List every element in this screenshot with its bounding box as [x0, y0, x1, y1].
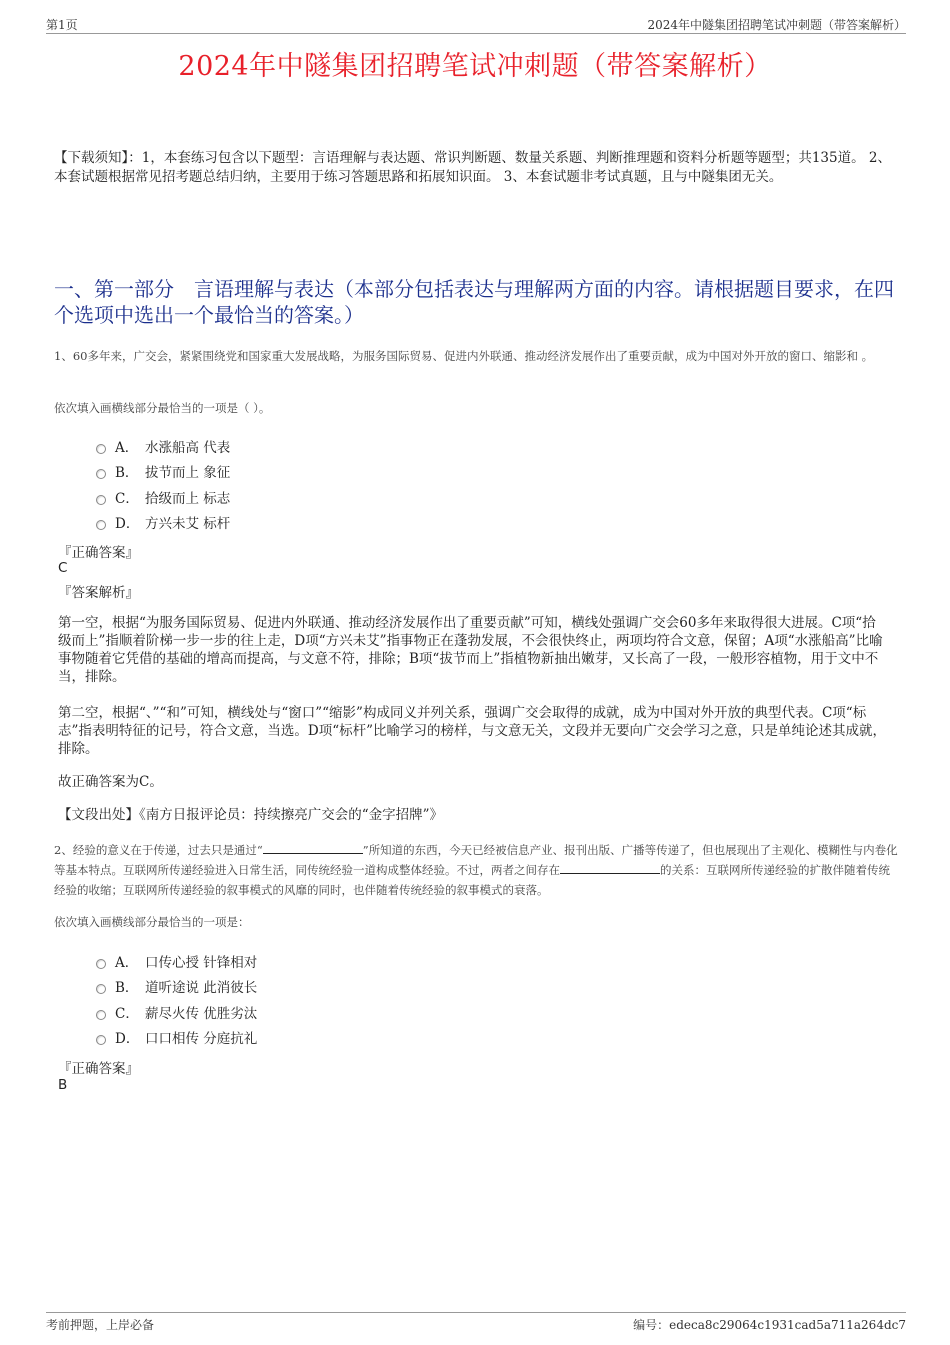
option-b[interactable]: B． 拔节而上 象征	[96, 459, 230, 485]
question-2-options	[96, 948, 257, 1050]
page-footer	[46, 1312, 906, 1334]
page-header	[46, 14, 906, 34]
question-2-text: 2、经验的意义在于传递，过去只是通过“ ”所知道的东西，今天已经被信息产业、报刊出版、广播等传递了，但也展现出了主观化、模糊性与内卷化等基本特点。互联网所传递经验进入日常生活，同传统经验一道构成整体经验。不过，两者之间存在 的关系：互联网所传递经验的扩散伴随着传统经验的收缩；互联网所传递经验的叙事模式的风靡的同时，也伴随着传统经验的叙事模式的衰落。	[54, 843, 898, 897]
option-c[interactable]: C． 薪尽火传 优胜劣汰	[96, 999, 257, 1025]
fill-blank	[560, 862, 660, 874]
page-number: 第1页	[46, 18, 78, 32]
question-2-prompt: 依次填入画横线部分最恰当的一项是：	[54, 915, 250, 929]
answer-value: C	[58, 560, 68, 576]
radio-button-icon[interactable]	[96, 444, 106, 454]
radio-button-icon[interactable]	[96, 959, 106, 969]
fill-blank	[263, 842, 363, 854]
radio-button-icon[interactable]	[96, 520, 106, 530]
answer-value: B	[58, 1077, 68, 1093]
footer-slogan: 考前押题，上岸必备	[46, 1318, 155, 1332]
option-a[interactable]: A． 口传心授 针锋相对	[96, 948, 257, 974]
answer-label: 『正确答案』	[58, 545, 139, 561]
radio-button-icon[interactable]	[96, 1035, 106, 1045]
analysis-paragraph-2: 第二空，根据“、”“和”可知，横线处与“窗口”“缩影”构成同义并列关系，强调广交会取得的成就，成为中国对外开放的典型代表。C项“标志”指表明特征的记号，符合文意，当选。D项“标杆”比喻学习的榜样，与文意无关，文段并无要向广交会学习之意，只是单纯论述其成就，排除。	[58, 705, 887, 757]
option-b[interactable]: B． 道听途说 此消彼长	[96, 974, 257, 1000]
option-a[interactable]: A． 水涨船高 代表	[96, 433, 230, 459]
radio-button-icon[interactable]	[96, 469, 106, 479]
source-note: 【文段出处】《南方日报评论员：持续擦亮广交会的“金字招牌”》	[58, 807, 444, 823]
answer-label: 『正确答案』	[58, 1061, 139, 1077]
option-d[interactable]: D． 口口相传 分庭抗礼	[96, 1025, 257, 1051]
header-doc-title: 2024年中隧集团招聘笔试冲刺题（带答案解析）	[647, 18, 906, 32]
analysis-paragraph-1: 第一空，根据“为服务国际贸易、促进内外联通、推动经济发展作出了重要贡献”可知，横线处强调广交会60多年来取得很大进展。C项“拾级而上”指顺着阶梯一步一步的往上走，D项“方兴未艾”指事物正在蓬勃发展，不会很快终止，两项均符合文意，保留；A项“水涨船高”比喻事物随着它凭借的基础的增高而提高，与文意不符，排除；B项“拔节而上”指植物新抽出嫩芽，又长高了一段，一般形容植物，用于文中不当，排除。	[58, 615, 883, 685]
question-1-options	[96, 433, 230, 535]
radio-button-icon[interactable]	[96, 495, 106, 505]
radio-button-icon[interactable]	[96, 1010, 106, 1020]
question-1-prompt: 依次填入画横线部分最恰当的一项是（ ）。	[54, 401, 271, 415]
option-d[interactable]: D． 方兴未艾 标杆	[96, 510, 230, 536]
download-notice: 【下载须知】：1，本套练习包含以下题型：言语理解与表达题、常识判断题、数量关系题、判断推理题和资料分析题等题型；共135道。 2、本套试题根据常见招考题总结归纳，主要用于练习答题思路和拓展知识面。 3、本套试题非考试真题，且与中隧集团无关。	[54, 150, 891, 185]
question-1-text: 1、60多年来，广交会，紧紧围绕党和国家重大发展战略，为服务国际贸易、促进内外联通、推动经济发展作出了重要贡献，成为中国对外开放的窗口、缩影和 。	[54, 349, 874, 363]
section-heading: 一、第一部分 言语理解与表达（本部分包括表达与理解两方面的内容。请根据题目要求，在四个选项中选出一个最恰当的答案。）	[54, 277, 894, 327]
option-c[interactable]: C． 拾级而上 标志	[96, 484, 230, 510]
analysis-conclusion: 故正确答案为C。	[58, 774, 163, 790]
document-id: 编号：edeca8c29064c1931cad5a711a264dc7	[633, 1318, 906, 1332]
analysis-label: 『答案解析』	[58, 585, 139, 601]
radio-button-icon[interactable]	[96, 984, 106, 994]
page-title: 2024年中隧集团招聘笔试冲刺题（带答案解析）	[178, 51, 772, 82]
